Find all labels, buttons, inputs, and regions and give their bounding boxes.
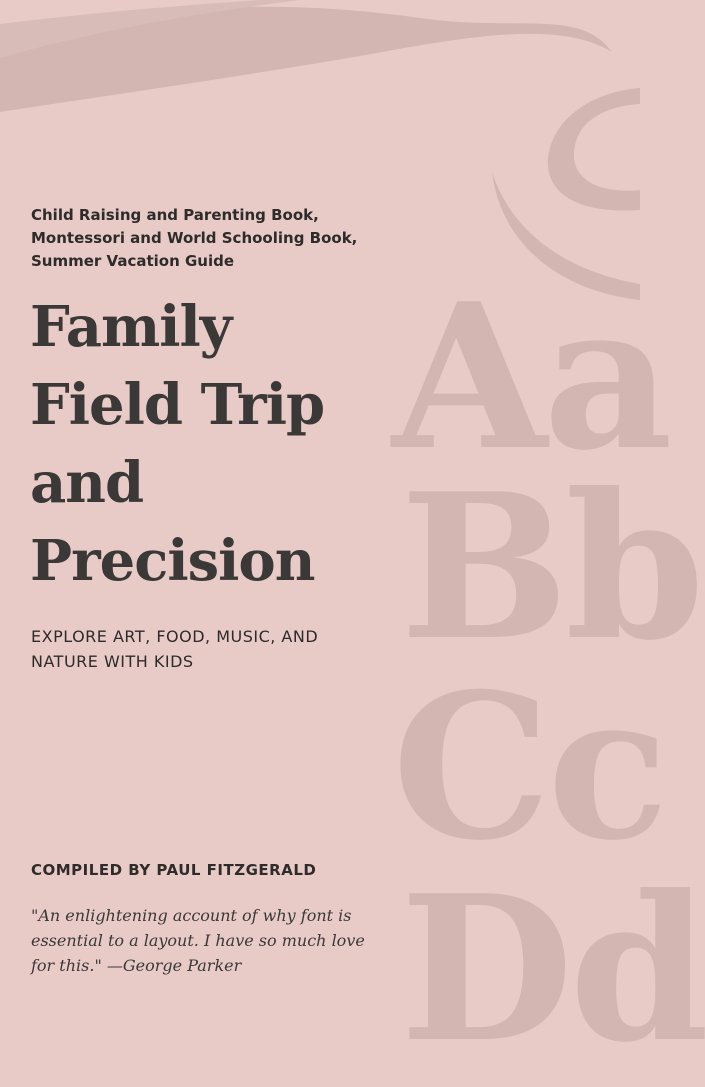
quote-line: essential to a layout. I have so much love xyxy=(31,931,365,950)
title-line: Precision xyxy=(30,528,315,594)
book-title xyxy=(30,288,324,600)
tagline-line: EXPLORE ART, FOOD, MUSIC, AND xyxy=(31,627,319,646)
decor-letter-bb: Bb xyxy=(400,450,701,685)
endorsement-quote xyxy=(31,903,365,978)
title-line: Family xyxy=(30,294,232,360)
book-tagline xyxy=(31,624,318,674)
quote-line: "An enlightening account of why font is xyxy=(31,906,352,925)
quote-line: for this." —George Parker xyxy=(31,956,242,975)
category-line: Child Raising and Parenting Book, xyxy=(31,206,319,224)
title-line: and xyxy=(30,450,144,516)
category-line: Montessori and World Schooling Book, xyxy=(31,229,358,247)
decor-letter-cc: Cc xyxy=(392,650,665,885)
decor-letter-dd: Dd xyxy=(400,852,705,1087)
decor-letter-aa: Aa xyxy=(392,260,669,495)
book-categories xyxy=(31,204,357,273)
author-credit: COMPILED BY PAUL FITZGERALD xyxy=(31,861,317,879)
category-line: Summer Vacation Guide xyxy=(31,252,235,270)
title-line: Field Trip xyxy=(30,372,325,438)
tagline-line: NATURE WITH KIDS xyxy=(31,652,194,671)
